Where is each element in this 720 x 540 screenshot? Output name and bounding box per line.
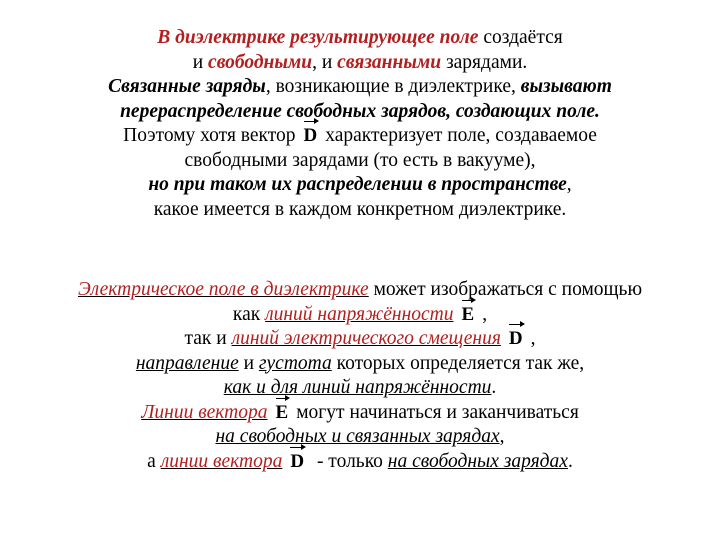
emphasis-red-underlined: Электрическое поле в диэлектрике [77, 279, 369, 300]
text-run: , [566, 174, 572, 195]
text-line [0, 401, 720, 426]
text-run: и [192, 51, 209, 73]
text-line: перераспределение свободных зарядов, создающих поле. [120, 100, 600, 122]
text-line [0, 327, 720, 352]
text-line [0, 124, 720, 149]
text-line [0, 51, 720, 76]
text-run: Поэтому хотя вектор [123, 125, 296, 146]
vector-e-symbol: E [274, 401, 291, 426]
vector-d-symbol: D [288, 450, 306, 475]
emphasis-underlined: направление [135, 352, 239, 374]
text-run: создаётся [478, 27, 563, 48]
text-run: , [482, 303, 488, 325]
text-line [0, 425, 720, 450]
paragraph-field-lines [0, 278, 720, 474]
text-run: , [530, 328, 536, 349]
text-run: которых определяется так же, [331, 352, 585, 374]
emphasis-underlined: густота [258, 352, 332, 374]
text-run: , и [312, 51, 338, 73]
emphasis-red: связанными [337, 51, 442, 73]
vector-e-symbol: E [460, 303, 477, 328]
text-line: свободными зарядами (то есть в вакууме), [184, 149, 536, 171]
emphasis-red-underlined: линий электрического смещения [231, 328, 501, 349]
vector-d-symbol: D [507, 327, 525, 352]
text-run: зарядами. [441, 51, 528, 73]
text-run: так и [184, 328, 232, 349]
emphasis-red-underlined: Линии вектора [141, 401, 268, 423]
text-line [0, 278, 720, 303]
text-run: а [147, 450, 161, 472]
text-run: . [567, 450, 573, 472]
text-run: и [238, 352, 259, 374]
emphasis-underlined: на свободных зарядах [387, 450, 568, 472]
emphasis-bold-italic: вызывают [520, 76, 612, 97]
emphasis-red-underlined: линии вектора [160, 450, 283, 472]
text-run: может изображаться с помощью [368, 279, 643, 300]
emphasis-red-underlined: линий напряжённости [265, 303, 454, 325]
text-run: могут начинаться и заканчиваться [296, 401, 579, 423]
emphasis-bold-italic: но при таком их распределении в пространстве [148, 174, 567, 195]
text-line [0, 173, 720, 198]
text-line: какое имеется в каждом конкретном диэлектрике. [153, 198, 567, 220]
text-line [0, 26, 720, 51]
text-run: - только [312, 450, 388, 472]
vector-d-symbol: D [302, 124, 320, 149]
text-run: как [232, 303, 266, 325]
emphasis-underlined: на свободных и связанных зарядах [215, 426, 500, 447]
text-run: . [491, 377, 497, 398]
emphasis-red: свободными [208, 51, 313, 73]
text-line [0, 303, 720, 328]
emphasis-red: В диэлектрике результирующее поле [157, 27, 479, 48]
text-run: , [499, 426, 505, 447]
text-line [0, 376, 720, 401]
emphasis-bold-italic: Связанные заряды [108, 76, 266, 97]
emphasis-underlined: как и для линий напряжённости [223, 377, 492, 398]
text-run: характеризует поле, создаваемое [325, 125, 597, 146]
text-line [0, 75, 720, 100]
paragraph-dielectric-field [0, 26, 720, 222]
text-run: , возникающие в диэлектрике, [265, 76, 521, 97]
text-line [0, 352, 720, 377]
text-line [0, 450, 720, 475]
